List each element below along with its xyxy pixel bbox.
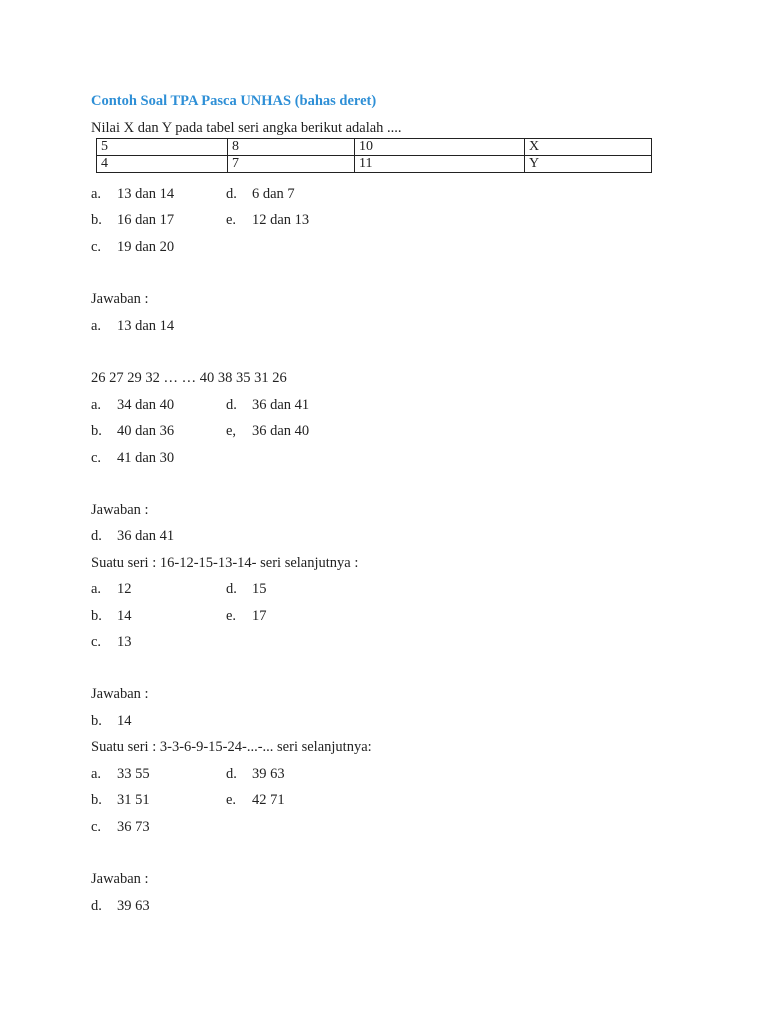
q3-prompt: Suatu seri : 16-12-15-13-14- seri selanjutnya : [91, 555, 359, 571]
q2-answer-label: Jawaban : [91, 502, 149, 518]
q3-option-a: a. 12 [91, 581, 132, 597]
table-row [97, 156, 652, 173]
q3-answer-label: Jawaban : [91, 686, 149, 702]
q3-option-e: e. 17 [226, 608, 267, 624]
q2-option-d: d. 36 dan 41 [226, 397, 310, 413]
q2-answer: d. 36 dan 41 [91, 528, 175, 544]
q4-answer: d. 39 63 [91, 898, 150, 914]
table-cell: Y [525, 156, 652, 173]
q1-prompt: Nilai X dan Y pada tabel seri angka berikut adalah .... [91, 120, 402, 136]
q3-option-b: b. 14 [91, 608, 132, 624]
q3-answer: b. 14 [91, 713, 132, 729]
q1-option-c: c. 19 dan 20 [91, 239, 175, 255]
q4-option-a: a. 33 55 [91, 766, 150, 782]
table-cell: 5 [97, 139, 228, 156]
table-cell: 8 [228, 139, 355, 156]
q2-option-b: b. 40 dan 36 [91, 423, 175, 439]
table-cell: 7 [228, 156, 355, 173]
document-title: Contoh Soal TPA Pasca UNHAS (bahas deret) [91, 93, 377, 109]
table-cell: X [525, 139, 652, 156]
q4-option-e: e. 42 71 [226, 792, 285, 808]
q4-answer-label: Jawaban : [91, 871, 149, 887]
q2-option-a: a. 34 dan 40 [91, 397, 175, 413]
series-table [96, 138, 652, 173]
q1-answer-label: Jawaban : [91, 291, 149, 307]
table-cell: 4 [97, 156, 228, 173]
q2-prompt: 26 27 29 32 … … 40 38 35 31 26 [91, 370, 287, 386]
q1-option-b: b. 16 dan 17 [91, 212, 175, 228]
q4-option-b: b. 31 51 [91, 792, 150, 808]
q2-option-e: e, 36 dan 40 [226, 423, 310, 439]
table-cell: 10 [355, 139, 525, 156]
q3-option-d: d. 15 [226, 581, 267, 597]
q4-option-d: d. 39 63 [226, 766, 285, 782]
q1-option-a: a. 13 dan 14 [91, 186, 175, 202]
q4-prompt: Suatu seri : 3-3-6-9-15-24-...-... seri selanjutnya: [91, 739, 372, 755]
q4-option-c: c. 36 73 [91, 819, 150, 835]
q2-option-c: c. 41 dan 30 [91, 450, 175, 466]
q1-answer: a. 13 dan 14 [91, 318, 175, 334]
table-row [97, 139, 652, 156]
q1-option-e: e. 12 dan 13 [226, 212, 310, 228]
q3-option-c: c. 13 [91, 634, 132, 650]
q1-option-d: d. 6 dan 7 [226, 186, 295, 202]
table-cell: 11 [355, 156, 525, 173]
